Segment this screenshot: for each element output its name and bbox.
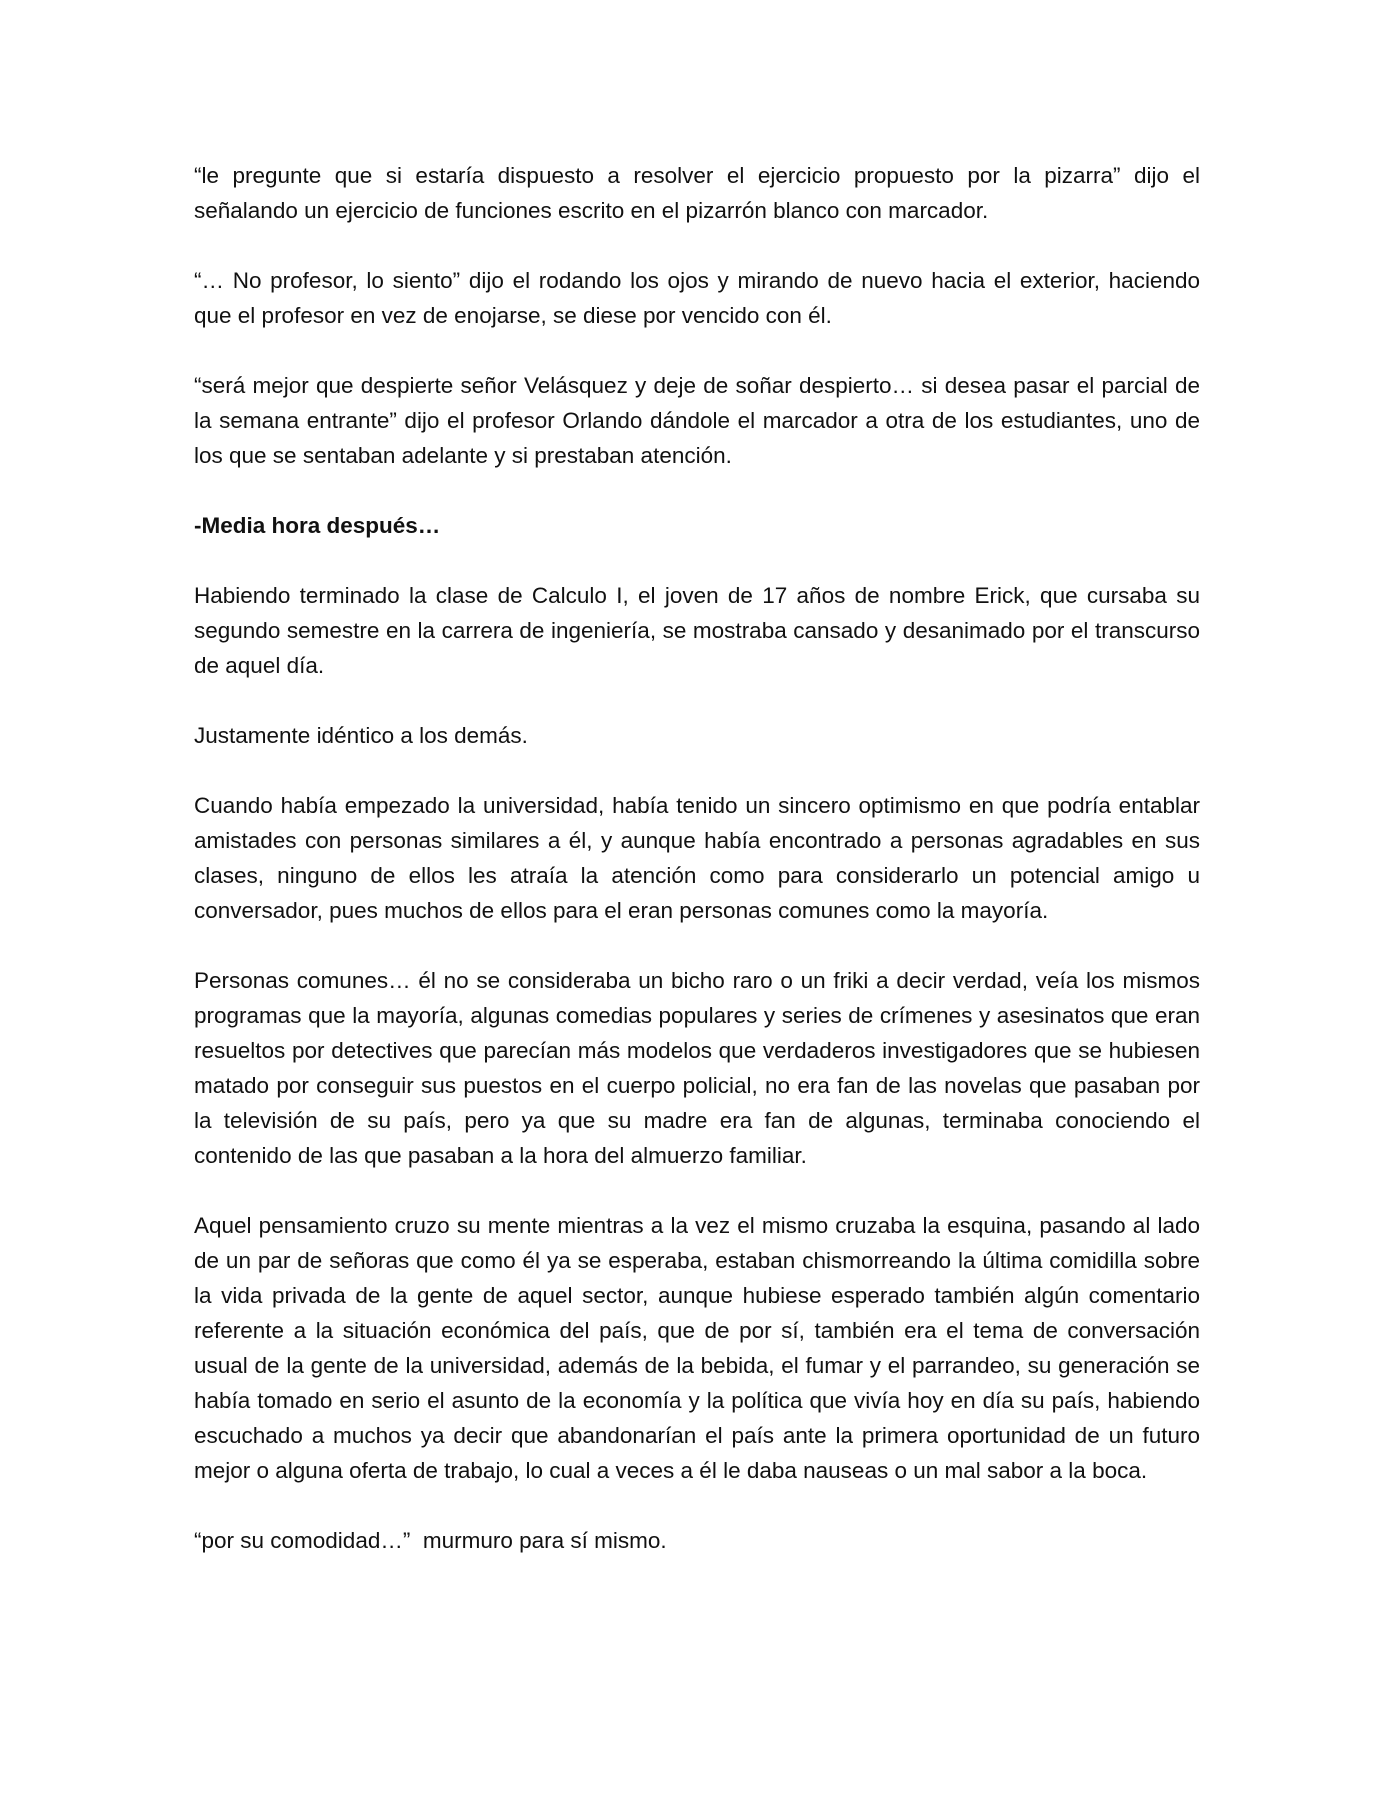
section-heading: -Media hora después… [194,513,441,538]
paragraph-body-1: Habiendo terminado la clase de Calculo I, el joven de 17 años de nombre Erick, que cursaba su segundo semestre en la carrera de ingeniería, se mostraba cansado y desanimado por el transcurso de aquel día. [194,583,1200,678]
paragraph-body-2: Justamente idéntico a los demás. [194,723,528,748]
paragraph-body-3: Cuando había empezado la universidad, había tenido un sincero optimismo en que podría entablar amistades con personas similares a él, y aunque había encontrado a personas agradables en sus clases, ninguno de ellos les atraía la atención como para considerarlo un potencial amigo u conversador, pues muchos de ellos para el eran personas comunes como la mayoría. [194,793,1200,923]
document-page [194,158,1200,1593]
paragraph-closing-dialogue: “por su comodidad…” murmuro para sí mismo. [194,1528,667,1553]
paragraph-body-5: Aquel pensamiento cruzo su mente mientras a la vez el mismo cruzaba la esquina, pasando al lado de un par de señoras que como él ya se esperaba, estaban chismorreando la última comidilla sobre la vida privada de la gente de aquel sector, aunque hubiese esperado también algún comentario referente a la situación económica del país, que de por sí, también era el tema de conversación usual de la gente de la universidad, además de la bebida, el fumar y el parrandeo, su generación se había tomado en serio el asunto de la economía y la política que vivía hoy en día su país, habiendo escuchado a muchos ya decir que abandonarían el país ante la primera oportunidad de un futuro mejor o alguna oferta de trabajo, lo cual a veces a él le daba nauseas o un mal sabor a la boca. [194,1213,1200,1483]
paragraph-dialogue-1: “le pregunte que si estaría dispuesto a resolver el ejercicio propuesto por la pizarra” dijo el señalando un ejercicio de funciones escrito en el pizarrón blanco con marcador. [194,163,1200,223]
paragraph-dialogue-2: “… No profesor, lo siento” dijo el rodando los ojos y mirando de nuevo hacia el exterior, haciendo que el profesor en vez de enojarse, se diese por vencido con él. [194,268,1200,328]
paragraph-body-4: Personas comunes… él no se consideraba un bicho raro o un friki a decir verdad, veía los mismos programas que la mayoría, algunas comedias populares y series de crímenes y asesinatos que eran resueltos por detectives que parecían más modelos que verdaderos investigadores que se hubiesen matado por conseguir sus puestos en el cuerpo policial, no era fan de las novelas que pasaban por la televisión de su país, pero ya que su madre era fan de algunas, terminaba conociendo el contenido de las que pasaban a la hora del almuerzo familiar. [194,968,1200,1168]
paragraph-dialogue-3: “será mejor que despierte señor Velásquez y deje de soñar despierto… si desea pasar el parcial de la semana entrante” dijo el profesor Orlando dándole el marcador a otra de los estudiantes, uno de los que se sentaban adelante y si prestaban atención. [194,373,1200,468]
